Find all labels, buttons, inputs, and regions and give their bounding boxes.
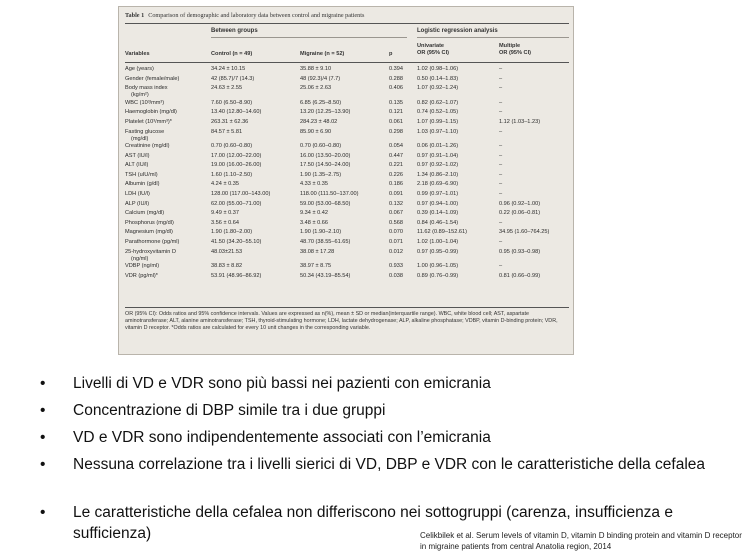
cell-m: 0.70 (0.60–0.80) (300, 143, 342, 149)
cell-p: 0.226 (389, 171, 403, 178)
cell-c: 24.63 ± 2.55 (211, 85, 243, 92)
bullet-text: VD e VDR sono indipendentemente associati con l’emicrania (73, 429, 491, 446)
cell-mu: – (499, 143, 503, 149)
cell-p: 0.568 (389, 219, 403, 226)
cell-variable: ALT (IU/l) (125, 162, 149, 169)
bullet-text: Livelli di VD e VDR sono più bassi nei pazienti con emicrania (73, 375, 491, 392)
cell-u: 0.97 (0.91–1.04) (417, 152, 459, 159)
col-multiple-line1: Multiple (499, 43, 521, 49)
cell-variable-unit: (kg/m²) (131, 92, 149, 99)
cell-p: 0.298 (389, 128, 403, 135)
cell-variable: Haemoglobin (mg/dl) (125, 109, 177, 116)
cell-m: 38.08 ± 17.28 (300, 248, 335, 255)
cell-variable: Platelet (10³/mm³)* (125, 118, 172, 125)
group-between-header: Between groups (211, 28, 258, 34)
cell-p: 0.071 (389, 239, 403, 245)
cell-p: 0.054 (389, 143, 403, 149)
col-control-header: Control (n = 49) (211, 51, 253, 57)
cell-u: 0.84 (0.46–1.54) (417, 219, 459, 226)
cell-c: 84.57 ± 5.81 (211, 128, 243, 135)
cell-c: 128.00 (117.00–143.00) (211, 191, 271, 197)
cell-p: 0.406 (389, 85, 403, 92)
cell-c: 17.00 (12.00–22.00) (211, 152, 262, 159)
table-caption: Comparison of demographic and laboratory data between control and migraine patients (148, 12, 365, 19)
cell-variable: Age (years) (125, 66, 154, 72)
table-image (118, 6, 574, 355)
cell-variable: Body mass index (125, 85, 168, 92)
cell-c: 0.70 (0.60–0.80) (211, 143, 253, 149)
cell-u: 0.50 (0.14–1.83) (417, 75, 459, 82)
cell-variable: LDH (IU/l) (125, 191, 150, 197)
cell-p: 0.012 (389, 248, 403, 255)
cell-m: 1.90 (1.35–2.75) (300, 171, 342, 178)
cell-u: 0.06 (0.01–1.26) (417, 143, 459, 149)
col-multiple-line2: OR (95% CI) (499, 50, 532, 56)
cell-m: 25.06 ± 2.63 (300, 85, 332, 92)
bullet-text: Le caratteristiche della cefalea non differiscono nei sottogruppi (carenza, insufficienza e sufficienza) (73, 504, 673, 542)
cell-u: 0.39 (0.14–1.09) (417, 210, 459, 217)
col-multiple-header (499, 43, 531, 57)
cell-u: 1.03 (0.97–1.10) (417, 128, 459, 135)
cell-p: 0.221 (389, 162, 403, 169)
cell-variable: VDBP (ng/ml) (125, 263, 160, 270)
citation: Celikbilek et al. Serum levels of vitamin D, vitamin D binding protein and vitamin D receptor in migraine patients from central Anatolia region, 2014 (420, 531, 742, 551)
cell-variable: Fasting glucose (125, 128, 165, 135)
cell-mu: – (499, 66, 503, 72)
cell-mu: – (499, 85, 503, 92)
cell-p: 0.186 (389, 181, 403, 188)
cell-u: 11.62 (0.89–152.61) (417, 229, 467, 236)
cell-mu: 34.95 (1.60–764.25) (499, 229, 550, 236)
cell-m: 35.88 ± 9.10 (300, 66, 332, 72)
cell-c: 41.50 (34.20–55.10) (211, 239, 262, 245)
col-migraine-header: Migraine (n = 52) (300, 51, 345, 57)
cell-variable: AST (IU/l) (125, 152, 150, 159)
table-label: Table 1 (125, 12, 145, 19)
cell-variable: Calcium (mg/dl) (125, 210, 165, 217)
bullet-dot-icon: • (40, 456, 46, 473)
cell-c: 53.91 (48.96–86.92) (211, 272, 262, 279)
cell-variable: Magnesium (mg/dl) (125, 229, 173, 236)
cell-u: 1.02 (1.00–1.04) (417, 239, 459, 245)
cell-p: 0.132 (389, 200, 403, 207)
cell-variable: VDR (pg/ml)* (125, 272, 158, 279)
cell-c: 48.03±21.53 (211, 248, 243, 255)
bullet-dot-icon: • (40, 375, 46, 392)
cell-c: 62.00 (55.00–71.00) (211, 200, 262, 207)
cell-p: 0.135 (389, 99, 403, 106)
cell-variable: Albumin (g/dl) (125, 181, 160, 188)
bullet-item (40, 373, 710, 394)
cell-variable-unit: (ng/ml) (131, 255, 149, 262)
bullet-text: Concentrazione di DBP simile tra i due gruppi (73, 402, 386, 419)
cell-p: 0.091 (389, 191, 403, 197)
cell-variable: Phosphorus (mg/dl) (125, 219, 174, 226)
cell-mu: – (499, 171, 503, 178)
cell-c: 7.60 (6.50–8.90) (211, 99, 253, 106)
col-p-header: p (389, 51, 393, 57)
cell-mu: – (499, 263, 503, 270)
cell-mu: 1.12 (1.03–1.23) (499, 118, 541, 125)
cell-p: 0.070 (389, 229, 403, 236)
cell-mu: – (499, 128, 503, 135)
table-footnote: OR (95% CI): Odds ratios and 95% confidence intervals. Values are expressed as n(%), mean ± SD or median(interquartile range). WBC, white blood cell; AST, aspartate aminotransferase; ALT, alanine aminotransferase; TSH, thyroid-stimulating hormone; LDH, lactate dehydrogenase; ALP, alkaline phosphatase; VDBP, vitamin D-binding protein; VDR, vitamin D receptor. *Odds ratios are calculated for every 10 unit changes in the corresponding variable. (125, 311, 558, 332)
cell-m: 59.00 (53.00–68.50) (300, 200, 351, 207)
col-univariate-header (417, 43, 449, 57)
group-logistic-rule (417, 37, 569, 38)
group-between-rule (211, 37, 407, 38)
cell-p: 0.288 (389, 75, 403, 82)
cell-variable: Creatinine (mg/dl) (125, 143, 170, 149)
cell-p: 0.447 (389, 152, 403, 159)
cell-m: 1.90 (1.90–2.10) (300, 229, 342, 236)
bullet-text: Nessuna correlazione tra i livelli sierici di VD, DBP e VDR con le caratteristiche della cefalea (73, 456, 706, 473)
cell-mu: – (499, 239, 503, 245)
col-univariate-line2: OR (95% CI) (417, 50, 450, 56)
cell-m: 284.23 ± 48.02 (300, 118, 338, 125)
cell-c: 9.49 ± 0.37 (211, 210, 239, 217)
cell-m: 3.48 ± 0.66 (300, 219, 328, 226)
cell-m: 38.97 ± 8.75 (300, 263, 332, 270)
cell-m: 16.00 (13.50–20.00) (300, 152, 351, 159)
cell-m: 9.34 ± 0.42 (300, 210, 328, 217)
cell-c: 3.56 ± 0.64 (211, 219, 239, 226)
bullet-dot-icon: • (40, 429, 46, 446)
cell-p: 0.061 (389, 118, 403, 125)
cell-variable: Parathormone (pg/ml) (125, 239, 180, 245)
cell-mu: – (499, 75, 503, 82)
cell-m: 48.70 (38.55–61.65) (300, 239, 351, 245)
cell-u: 2.18 (0.69–6.90) (417, 181, 459, 188)
cell-u: 1.34 (0.86–2.10) (417, 171, 459, 178)
cell-mu: – (499, 152, 503, 159)
col-univariate-line1: Univariate (417, 43, 445, 49)
cell-m: 6.85 (6.25–8.50) (300, 99, 342, 106)
cell-u: 1.07 (0.99–1.15) (417, 118, 459, 125)
bullet-item (40, 427, 710, 448)
cell-variable: WBC (10³/mm³) (125, 99, 165, 106)
cell-mu: 0.96 (0.92–1.00) (499, 200, 541, 207)
header-bottom-rule (125, 62, 569, 63)
col-variables-header: Variables (125, 51, 150, 57)
table-bottom-rule (125, 307, 569, 308)
cell-mu: – (499, 191, 503, 197)
cell-p: 0.121 (389, 109, 403, 116)
group-logistic-header: Logistic regression analysis (417, 28, 498, 34)
cell-u: 0.82 (0.62–1.07) (417, 99, 459, 106)
cell-u: 0.97 (0.95–0.99) (417, 248, 459, 255)
cell-p: 0.394 (389, 66, 403, 72)
table-title (125, 12, 364, 19)
table-top-rule (125, 23, 569, 24)
cell-mu: – (499, 109, 503, 116)
cell-c: 4.24 ± 0.35 (211, 181, 239, 188)
cell-u: 1.07 (0.92–1.24) (417, 85, 459, 92)
cell-p: 0.067 (389, 210, 403, 217)
cell-c: 34.24 ± 10.15 (211, 66, 246, 72)
cell-p: 0.933 (389, 263, 403, 270)
cell-u: 0.99 (0.97–1.01) (417, 191, 459, 197)
cell-mu: 0.81 (0.66–0.99) (499, 272, 541, 279)
cell-c: 263.31 ± 62.36 (211, 118, 249, 125)
cell-m: 4.33 ± 0.35 (300, 181, 328, 188)
cell-mu: – (499, 219, 503, 226)
cell-u: 1.00 (0.96–1.05) (417, 263, 459, 270)
bullet-item (40, 454, 710, 496)
cell-m: 118.00 (111.50–137.00) (300, 191, 359, 197)
cell-mu: – (499, 99, 503, 106)
cell-c: 19.00 (16.00–26.00) (211, 162, 262, 169)
bullet-item (40, 400, 710, 421)
cell-mu: – (499, 181, 503, 188)
cell-variable: TSH (uIU/ml) (125, 171, 158, 178)
cell-u: 0.74 (0.52–1.05) (417, 109, 459, 116)
cell-u: 0.89 (0.76–0.99) (417, 272, 459, 279)
cell-mu: – (499, 162, 503, 169)
cell-c: 1.90 (1.80–2.00) (211, 229, 253, 236)
cell-p: 0.038 (389, 272, 403, 279)
cell-c: 42 (85.7)/7 (14.3) (211, 75, 255, 82)
cell-u: 0.97 (0.92–1.02) (417, 162, 459, 169)
cell-variable: Gender (female/male) (125, 75, 180, 82)
cell-c: 38.83 ± 8.82 (211, 263, 243, 270)
cell-c: 13.40 (12.80–14.60) (211, 109, 262, 116)
cell-m: 17.50 (14.50–24.00) (300, 162, 351, 169)
cell-m: 85.90 ± 6.90 (300, 128, 332, 135)
cell-u: 1.02 (0.98–1.06) (417, 66, 459, 72)
cell-variable: ALP (IU/l) (125, 200, 150, 207)
bullet-dot-icon: • (40, 504, 46, 521)
cell-mu: 0.22 (0.06–0.81) (499, 210, 541, 217)
bullet-dot-icon: • (40, 402, 46, 419)
cell-variable: 25-hydroxyvitamin D (125, 248, 176, 255)
cell-m: 13.20 (12.25–13.90) (300, 109, 351, 116)
cell-mu: 0.95 (0.93–0.98) (499, 248, 541, 255)
cell-variable-unit: (mg/dl) (131, 135, 149, 142)
cell-u: 0.97 (0.94–1.00) (417, 200, 459, 207)
cell-c: 1.60 (1.10–2.50) (211, 171, 253, 178)
cell-m: 50.34 (43.19–85.54) (300, 272, 351, 279)
cell-m: 48 (92.3)/4 (7.7) (300, 75, 341, 82)
